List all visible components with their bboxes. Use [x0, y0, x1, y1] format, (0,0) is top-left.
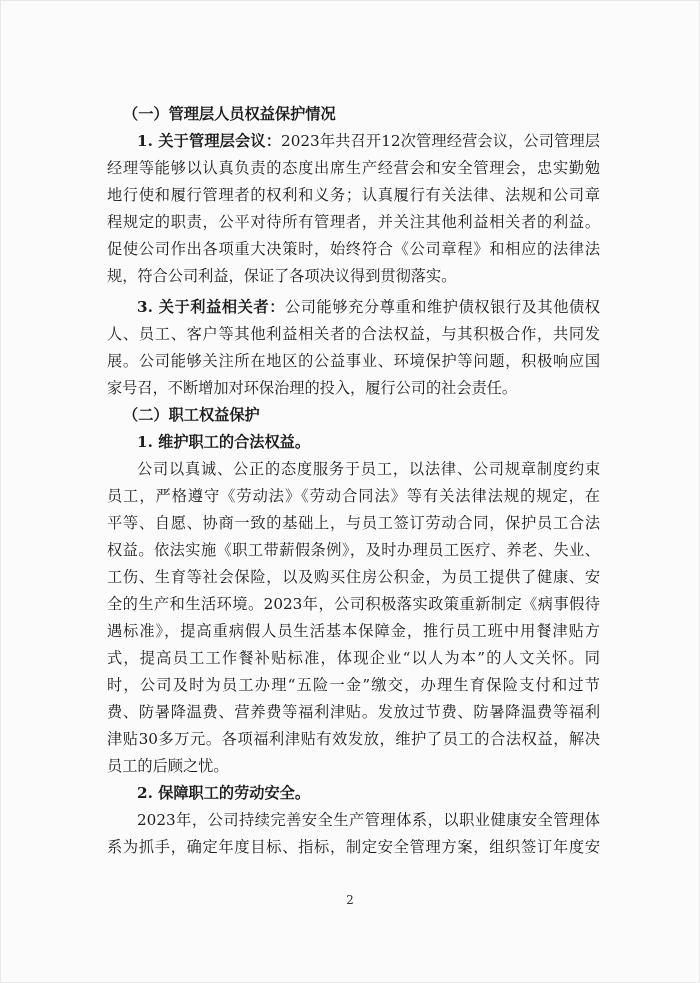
stakeholder-paragraph-line: 家号召，不断增加对环保治理的投入，履行公司的社会责任。	[107, 379, 518, 397]
subsection-heading-safety: 2. 保障职工的劳动安全。	[137, 784, 311, 802]
rights-paragraph-line: 员工，严格遵守《劳动法》《劳动合同法》等有关法律法规的规定，在	[107, 487, 600, 505]
document-body	[107, 101, 600, 861]
subsection-heading-rights: 1. 维护职工的合法权益。	[137, 433, 311, 451]
rights-paragraph-line: 工伤、生育等社会保险，以及购买住房公积金，为员工提供了健康、安	[107, 568, 600, 586]
rights-paragraph-line: 费、防暑降温费、营养费等福利津贴。发放过节费、防暑降温费等福利	[107, 703, 600, 721]
section2-heading: （二）职工权益保护	[123, 406, 260, 424]
safety-paragraph-line: 2023年，公司持续完善安全生产管理体系，以职业健康安全管理体	[137, 811, 600, 829]
meeting-paragraph-line: 促使公司作出各项重大决策时，始终符合《公司章程》和相应的法律法	[107, 240, 600, 258]
rights-paragraph-line: 时，公司及时为员工办理“五险一金”缴交，办理生育保险支付和过节	[107, 676, 600, 694]
stakeholder-paragraph-line: 人、员工、客户等其他利益相关者的合法权益，与其积极合作，共同发	[107, 325, 600, 343]
page-number: 2	[346, 893, 354, 907]
rights-paragraph-line: 权益。依法实施《职工带薪假条例》，及时办理员工医疗、养老、失业、	[107, 541, 600, 559]
rights-paragraph-line: 公司以真诚、公正的态度服务于员工，以法律、公司规章制度约束	[137, 460, 600, 478]
rights-paragraph-line: 式，提高员工工作餐补贴标准，体现企业“以人为本”的人文关怀。同	[107, 649, 600, 667]
stakeholder-paragraph-line: 展。公司能够关注所在地区的公益事业、环境保护等问题，积极响应国	[107, 352, 600, 370]
meeting-paragraph-line: 地行使和履行管理者的权利和义务；认真履行有关法律、法规和公司章	[107, 186, 600, 204]
meeting-paragraph-line: 程规定的职责，公平对待所有管理者，并关注其他利益相关者的利益。	[107, 213, 600, 231]
rights-paragraph-line: 津贴30多万元。各项福利津贴有效发放，维护了员工的合法权益，解决	[107, 730, 600, 748]
meeting-label: 1. 关于管理层会议：	[137, 132, 282, 150]
rights-paragraph-line: 员工的后顾之忧。	[107, 757, 229, 775]
stakeholder-label: 3. 关于利益相关者：	[137, 298, 285, 316]
meeting-paragraph-line: 1. 关于管理层会议：2023年共召开12次管理经营会议，公司管理层	[137, 132, 600, 150]
safety-paragraph-line: 系为抓手，确定年度目标、指标，制定安全管理方案，组织签订年度安	[107, 838, 600, 856]
rights-paragraph-line: 平等、自愿、协商一致的基础上，与员工签订劳动合同，保护员工合法	[107, 514, 600, 532]
section1-heading: （一）管理层人员权益保护情况	[123, 105, 336, 123]
rights-paragraph-line: 全的生产和生活环境。2023年，公司积极落实政策重新制定《病事假待	[107, 595, 600, 613]
meeting-paragraph-line: 经理等能够以认真负责的态度出席生产经营会和安全管理会，忠实勤勉	[107, 159, 600, 177]
meeting-paragraph-line: 规，符合公司利益，保证了各项决议得到贯彻落实。	[107, 267, 457, 285]
stakeholder-paragraph-line: 3. 关于利益相关者：公司能够充分尊重和维护债权银行及其他债权	[137, 298, 600, 316]
rights-paragraph-line: 遇标准》，提高重病假人员生活基本保障金，推行员工班中用餐津贴方	[107, 622, 600, 640]
